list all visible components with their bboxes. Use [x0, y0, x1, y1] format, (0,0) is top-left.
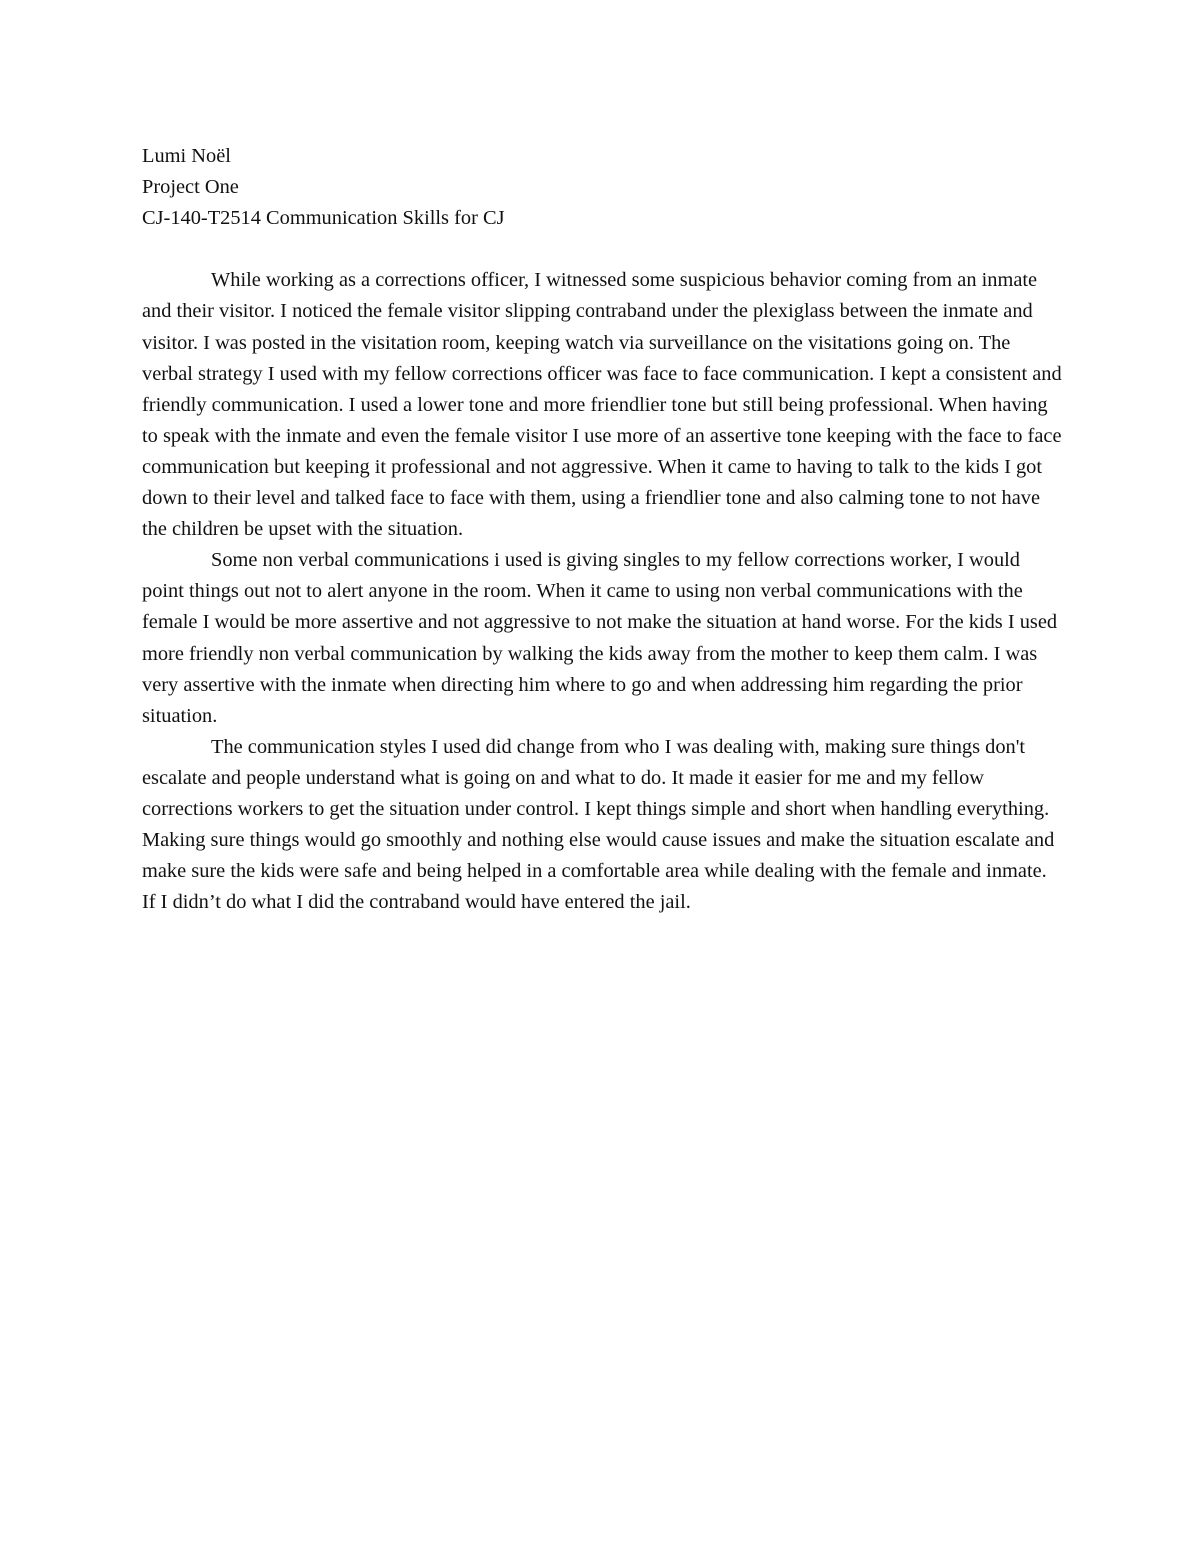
course-title: CJ-140-T2514 Communication Skills for CJ	[142, 207, 505, 230]
project-title: Project One	[142, 176, 239, 199]
document-content	[142, 141, 1062, 918]
header-spacer	[142, 234, 1062, 265]
paragraph-verbal-strategy: While working as a corrections officer, I witnessed some suspicious behavior coming from an inmate and their visitor. I noticed the female visitor slipping contraband under the plexiglass between the inmate and visitor. I was posted in the visitation room, keeping watch via surveillance on the visitations going on. The verbal strategy I used with my fellow corrections officer was face to face communication. I kept a consistent and friendly communication. I used a lower tone and more friendlier tone but still being professional. When having to speak with the inmate and even the female visitor I use more of an assertive tone keeping with the face to face communication but keeping it professional and not aggressive. When it came to having to talk to the kids I got down to their level and talked face to face with them, using a friendlier tone and also calming tone to not have the children be upset with the situation.	[142, 269, 1062, 541]
author-name: Lumi Noël	[142, 145, 231, 167]
paragraph-nonverbal-communication: Some non verbal communications i used is giving singles to my fellow corrections worker, I would point things out not to alert anyone in the room. When it came to using non verbal communications with the female I would be more assertive and not aggressive to not make the situation at hand worse. For the kids I used more friendly non verbal communication by walking the kids away from the mother to keep them calm. I was very assertive with the inmate when directing him where to go and when addressing him regarding the prior situation.	[142, 549, 1058, 727]
paragraph-communication-styles: The communication styles I used did change from who I was dealing with, making sure things don't escalate and people understand what is going on and what to do. It made it easier for me and my fellow corrections workers to get the situation under control. I kept things simple and short when handling everything. Making sure things would go smoothly and nothing else would cause issues and make the situation escalate and make sure the kids were safe and being helped in a comfortable area while dealing with the female and inmate. If I didn’t do what I did the contraband would have entered the jail.	[142, 735, 1055, 914]
